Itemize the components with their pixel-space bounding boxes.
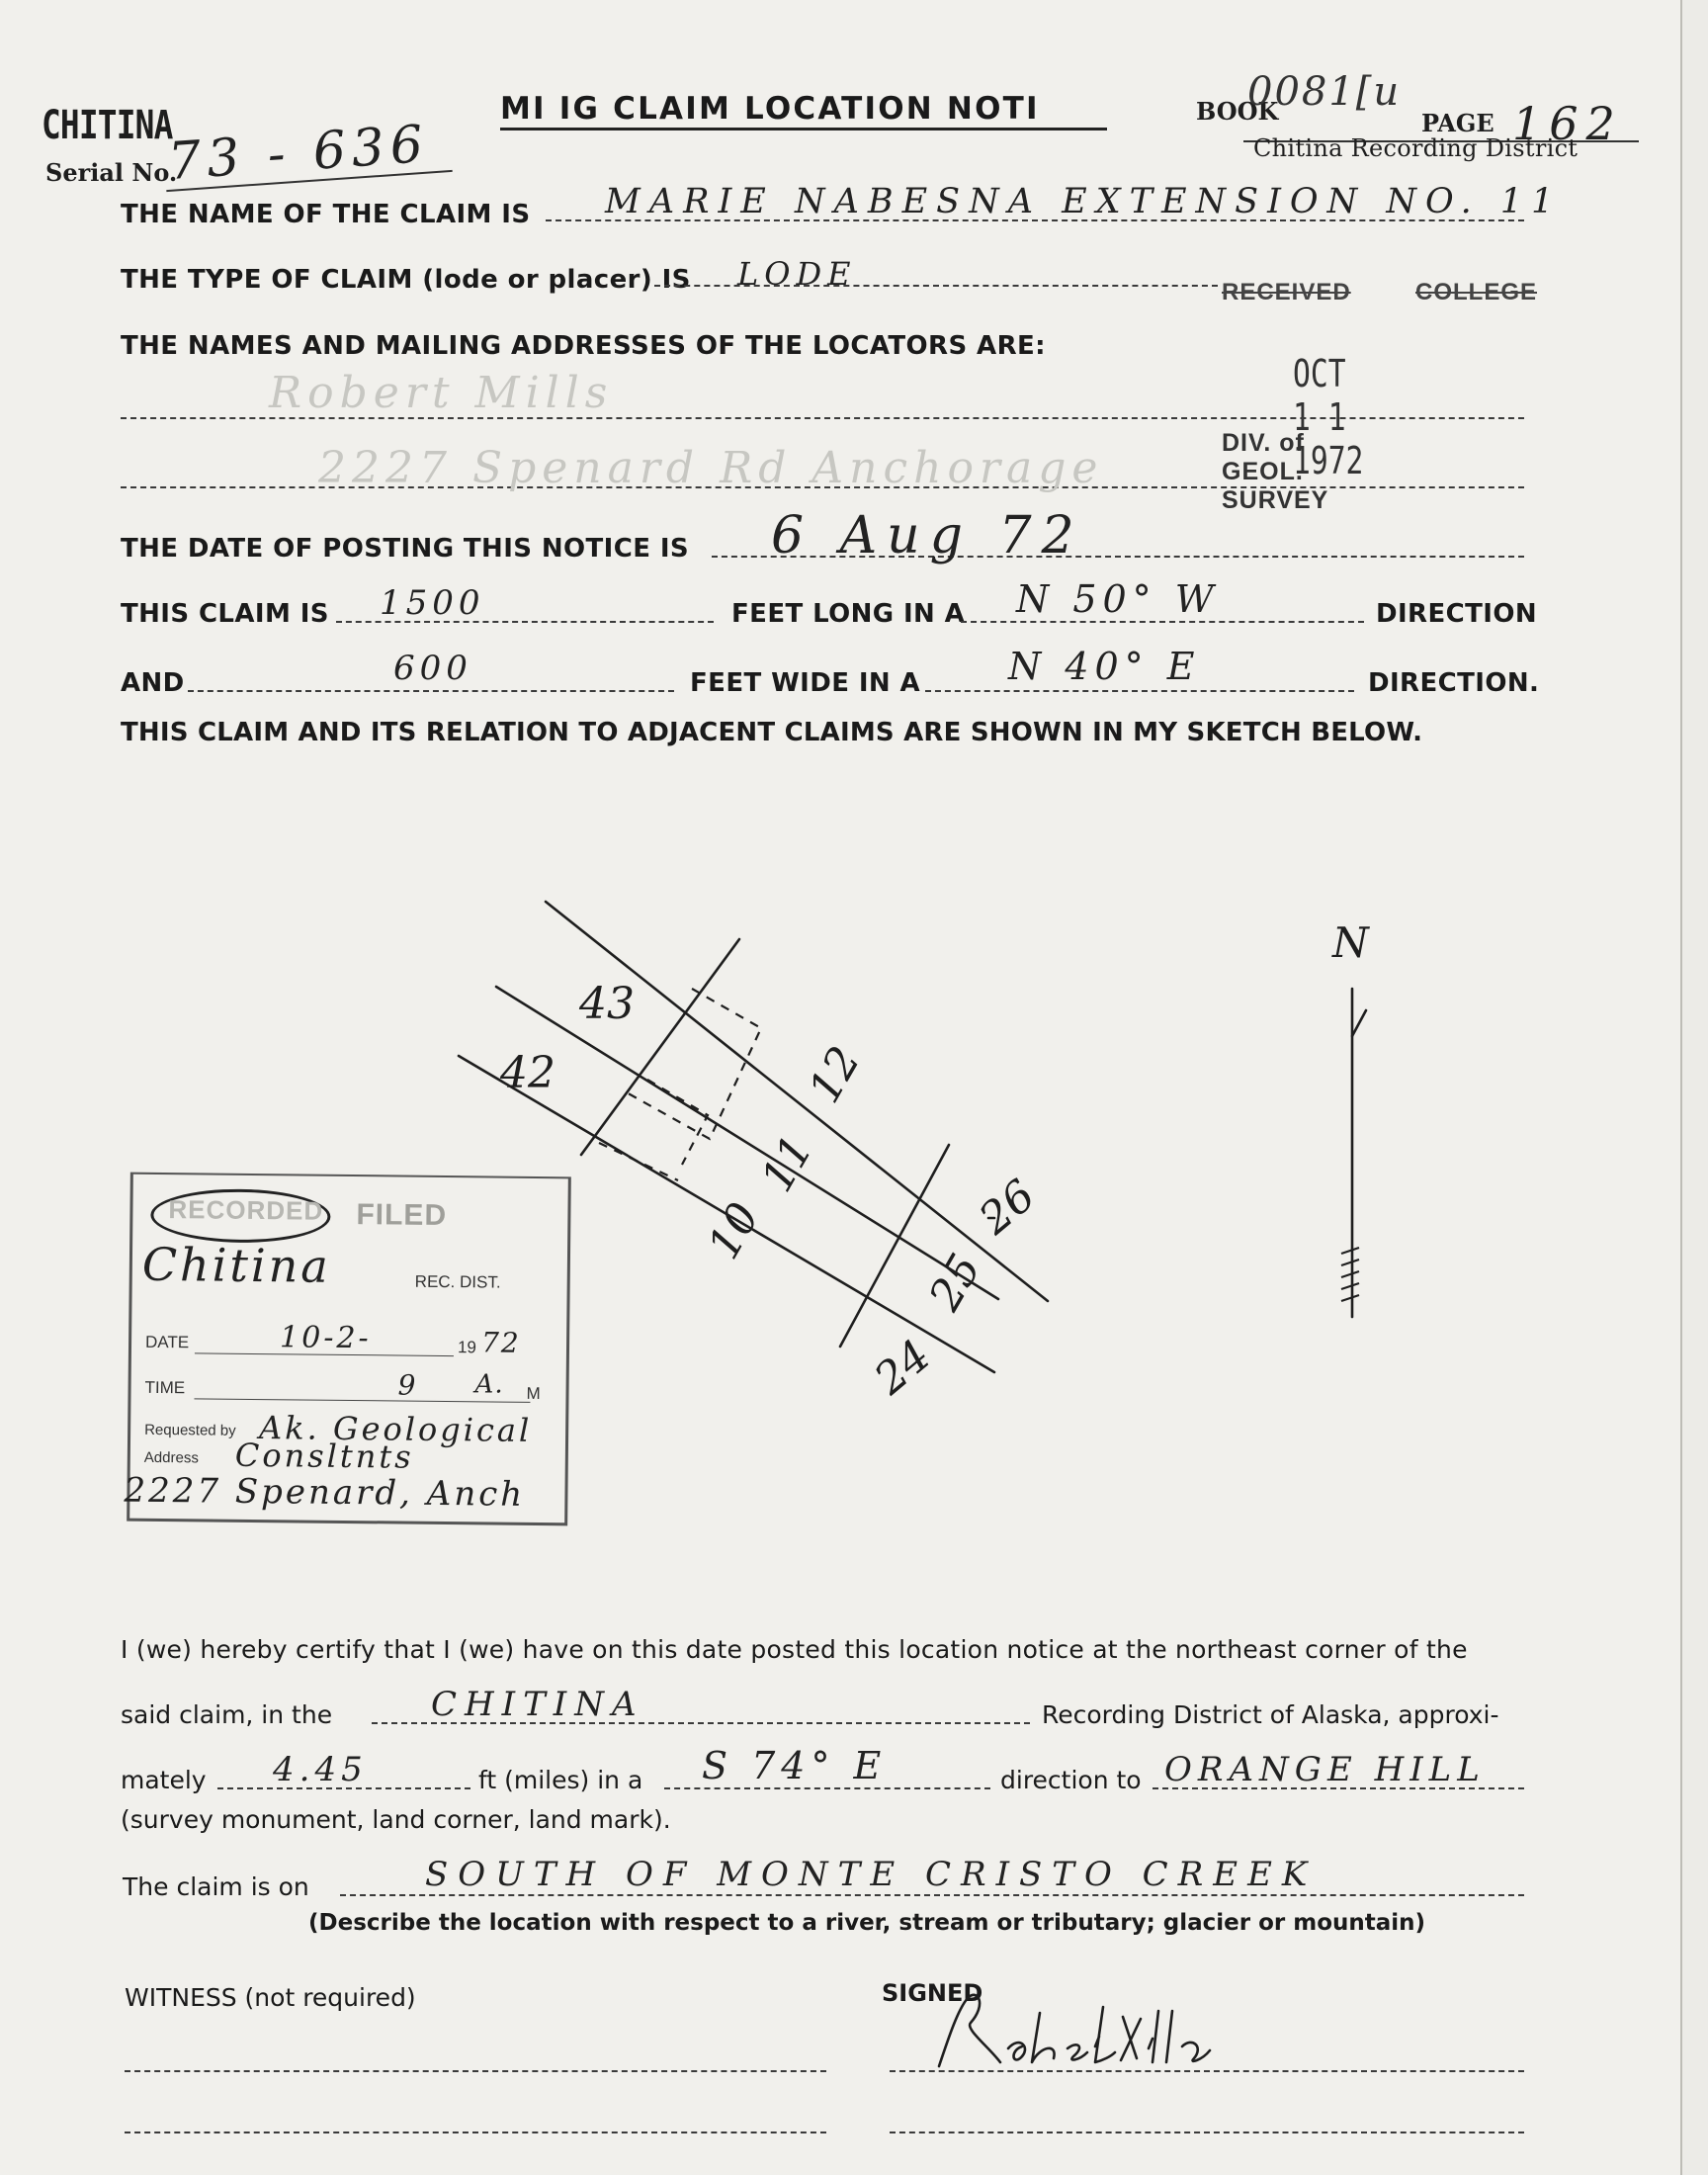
claim-label-25: 25 — [919, 1246, 991, 1320]
sketch-label: THIS CLAIM AND ITS RELATION TO ADJACENT CLAIMS ARE SHOWN IN MY SKETCH BELOW. — [121, 718, 1423, 747]
district-value: CHITINA — [431, 1685, 644, 1724]
stamp-time-label: TIME — [144, 1377, 186, 1398]
location-note: (Describe the location with respect to a river, stream or tributary; glacier or mountain) — [308, 1910, 1426, 1936]
claim-on-label: The claim is on — [123, 1872, 309, 1901]
stamp-address-line1: Consltnts — [234, 1436, 414, 1476]
feet-wide-label: FEET WIDE IN A — [690, 668, 921, 698]
received-stamp-text: RECEIVED — [1222, 279, 1351, 305]
book-label: BOOK — [1196, 97, 1279, 126]
page-label: PAGE — [1421, 109, 1494, 137]
claim-label-42: 42 — [500, 1048, 555, 1098]
and-label: AND — [121, 668, 185, 698]
claim-label-10: 10 — [698, 1194, 770, 1268]
claim-is-label: THIS CLAIM IS — [121, 599, 329, 629]
stamp-year-value: 72 — [480, 1326, 521, 1359]
direction-label: DIRECTION — [1376, 599, 1537, 629]
claim-name-label: THE NAME OF THE CLAIM IS — [121, 200, 531, 229]
length-value: 1500 — [380, 583, 485, 623]
received-college-text: COLLEGE — [1415, 279, 1538, 305]
north-arrow-hatch — [1341, 1283, 1359, 1289]
district-suffix: Recording District of Alaska, approxi- — [1042, 1700, 1499, 1729]
location-value: SOUTH OF MONTE CRISTO CREEK — [425, 1855, 1318, 1894]
book-number-handwritten: 0081[u — [1247, 69, 1402, 115]
stamp-title: FILED — [356, 1198, 448, 1233]
length-direction-value: N 50° W — [1016, 577, 1220, 621]
locator-name-faint: Robert Mills — [269, 368, 614, 418]
distance-value: 4.45 — [273, 1750, 368, 1789]
landmark-note: (survey monument, land corner, land mark). — [121, 1805, 671, 1834]
claim-type-value: LODE — [737, 255, 857, 293]
feet-long-label: FEET LONG IN A — [731, 599, 966, 629]
claim-label-26: 26 — [970, 1170, 1046, 1245]
locator-address-faint: 2227 Spenard Rd Anchorage — [318, 443, 1104, 493]
stamp-time-value: 9 — [397, 1368, 421, 1402]
received-agency: DIV. of GEOL. SURVEY — [1222, 429, 1329, 514]
stamp-date-value: 10-2- — [279, 1320, 372, 1356]
claim-boundary-line — [840, 1145, 949, 1347]
stamp-address-label: Address — [143, 1448, 199, 1467]
stamp-requested-label: Requested by — [144, 1421, 236, 1439]
witness-line-2 — [125, 2132, 826, 2133]
received-date: OCT 1 1 1972 — [1293, 352, 1364, 482]
north-arrow-hatch — [1341, 1271, 1359, 1277]
witness-line-1 — [125, 2070, 826, 2072]
claim-name-value: MARIE NABESNA EXTENSION NO. 11 — [605, 182, 1563, 221]
location-line — [340, 1894, 1524, 1896]
north-arrow-hatch — [1341, 1295, 1359, 1301]
stamp-m-suffix: M — [526, 1383, 541, 1404]
north-arrow-hatch — [1341, 1260, 1359, 1265]
district-stamp: CHITINA — [42, 103, 173, 148]
witness-label: WITNESS (not required) — [125, 1983, 416, 2012]
width-direction-value: N 40° E — [1008, 645, 1201, 688]
stamp-recorded-faint: RECORDED — [168, 1194, 324, 1226]
said-claim-label: said claim, in the — [121, 1700, 333, 1729]
stamp-rec-dist: REC. DIST. — [414, 1271, 501, 1292]
posting-date-label: THE DATE OF POSTING THIS NOTICE IS — [121, 534, 690, 564]
bearing-value: S 74° E — [702, 1744, 888, 1787]
claim-label-12: 12 — [799, 1038, 871, 1112]
bearing-line — [664, 1787, 990, 1789]
width-value: 600 — [393, 649, 472, 688]
direction-label-2: DIRECTION. — [1368, 668, 1540, 698]
claim-type-label: THE TYPE OF CLAIM (lode or placer) IS — [121, 265, 691, 295]
page-value: 162 — [1512, 97, 1623, 150]
locators-label: THE NAMES AND MAILING ADDRESSES OF THE LOCATORS ARE: — [121, 331, 1046, 361]
stamp-district-hand: Chitina — [141, 1237, 331, 1293]
filed-stamp — [124, 1173, 571, 1526]
stamp-ampm: A. — [474, 1369, 504, 1400]
certification-line1: I (we) hereby certify that I (we) have on this date posted this location notice at the northeast corner of the — [121, 1635, 1468, 1664]
north-arrow-tick — [1352, 1010, 1366, 1036]
serial-label: Serial No. — [45, 158, 178, 187]
posting-date-value: 6 Aug 72 — [771, 506, 1084, 566]
signed-label: SIGNED — [882, 1979, 983, 2007]
mately-label: mately — [121, 1766, 207, 1794]
claim-label-43: 43 — [579, 979, 635, 1029]
claim-11-dashed-outline — [625, 989, 761, 1139]
claim-label-24: 24 — [865, 1330, 941, 1405]
stamp-date-label: DATE — [144, 1332, 190, 1352]
signature-line-2 — [890, 2132, 1524, 2133]
landmark-value: ORANGE HILL — [1164, 1750, 1486, 1789]
page-title: MI IG CLAIM LOCATION NOTI — [500, 91, 1040, 127]
direction-to-label: direction to — [1000, 1766, 1142, 1794]
claim-label-11: 11 — [751, 1127, 823, 1201]
stamp-requested-value: Ak. Geological — [258, 1409, 533, 1449]
signature — [929, 1977, 1344, 2086]
stamp-year-prefix: 19 — [457, 1338, 477, 1357]
recording-district: Chitina Recording District — [1253, 134, 1579, 162]
miles-label: ft (miles) in a — [478, 1766, 643, 1794]
north-label: N — [1332, 918, 1369, 967]
stamp-address-line2: 2227 Spenard, Anch — [124, 1470, 526, 1515]
serial-value: 73 - 636 — [166, 114, 431, 193]
north-arrow-hatch — [1341, 1248, 1359, 1254]
